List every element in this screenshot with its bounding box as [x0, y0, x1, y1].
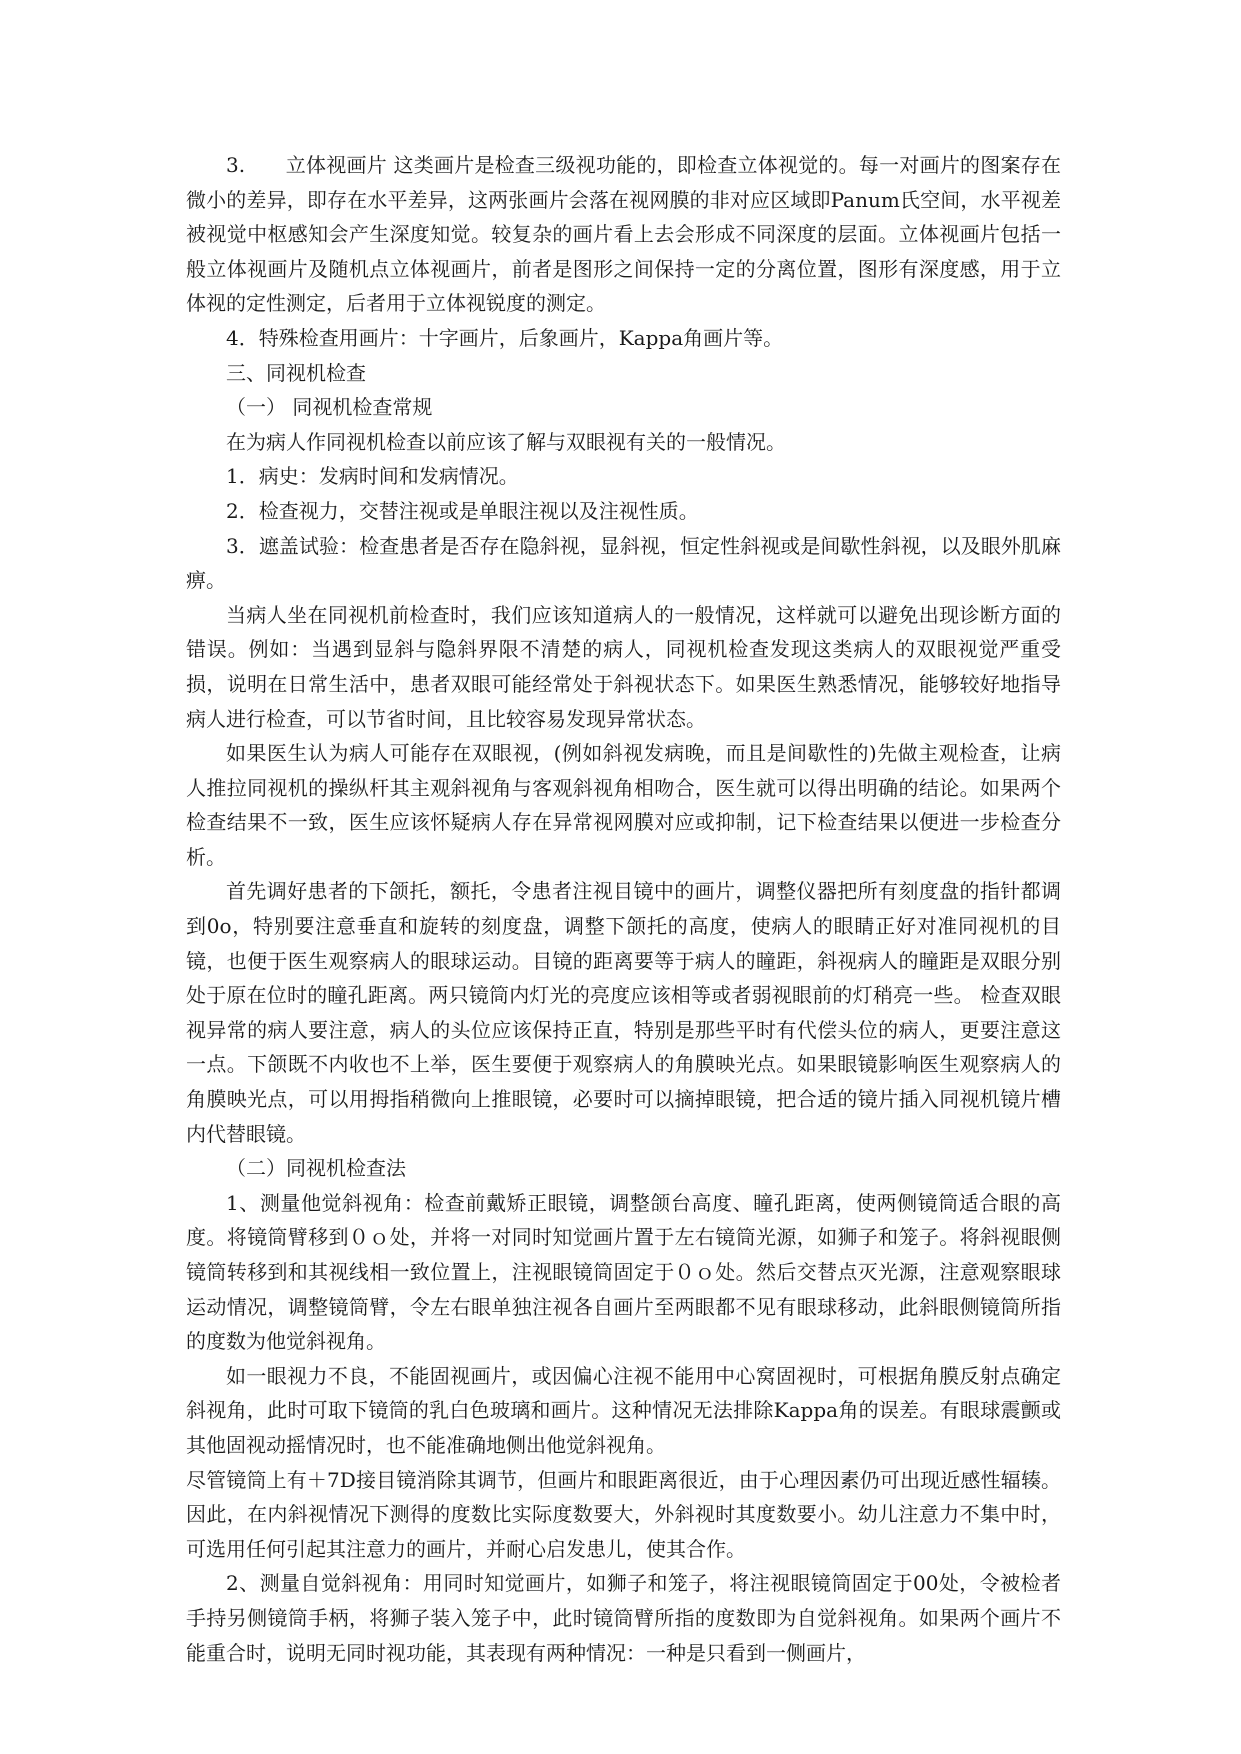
- paragraph-adjust-instrument: 首先调好患者的下颌托，额托，令患者注视目镜中的画片，调整仪器把所有刻度盘的指针都调到0o，特别要注意垂直和旋转的刻度盘，调整下颌托的高度，使病人的眼睛正好对准同视机的目镜，也便于医生观察病人的眼球运动。目镜的距离要等于病人的瞳距，斜视病人的瞳距是双眼分别处于原在位时的瞳孔距离。两只镜筒内灯光的亮度应该相等或者弱视眼前的灯稍亮一些。 检查双眼视异常的病人要注意，病人的头位应该保持正直，特别是那些平时有代偿头位的病人，更要注意这一点。下颌既不内收也不上举，医生要便于观察病人的角膜映光点。如果眼镜影响医生观察病人的角膜映光点，可以用拇指稍微向上推眼镜，必要时可以摘掉眼镜，把合适的镜片插入同视机镜片槽内代替眼镜。: [186, 879, 1061, 1146]
- paragraph-accommodation: 尽管镜筒上有＋7D接目镜消除其调节，但画片和眼距离很近，由于心理因素仍可出现近感性辐辏。因此，在内斜视情况下测得的度数比实际度数要大，外斜视时其度数要小。幼儿注意力不集中时，可选用任何引起其注意力的画片，并耐心启发患儿，使其合作。: [186, 1467, 1061, 1561]
- paragraph-special-pictures: 4．特殊检查用画片：十字画片，后象画片，Kappa角画片等。: [226, 325, 784, 350]
- paragraph-stereo-pictures: 3. 立体视画片 这类画片是检查三级视功能的，即检查立体视觉的。每一对画片的图案存在微小的差异，即存在水平差异，这两张画片会落在视网膜的非对应区域即Panum氏空间，水平视差被视觉中枢感知会产生深度知觉。较复杂的画片看上去会形成不同深度的层面。立体视画片包括一般立体视画片及随机点立体视画片，前者是图形之间保持一定的分离位置，图形有深度感，用于立体视的定性测定，后者用于立体视锐度的测定。: [186, 153, 1061, 316]
- section-heading-synoptophore: 三、同视机检查: [226, 360, 366, 385]
- paragraph-patient-seated: 当病人坐在同视机前检查时，我们应该知道病人的一般情况，这样就可以避免出现诊断方面的错误。例如：当遇到显斜与隐斜界限不清楚的病人，同视机检查发现这类病人的双眼视觉严重受损，说明在日常生活中，患者双眼可能经常处于斜视状态下。如果医生熟悉情况，能够较好地指导病人进行检查，可以节省时间，且比较容易发现异常状态。: [186, 602, 1061, 731]
- paragraph-subjective-angle: 2、测量自觉斜视角：用同时知觉画片，如狮子和笼子，将注视眼镜筒固定于00处，令被检者手持另侧镜筒手柄，将狮子装入笼子中，此时镜筒臂所指的度数即为自觉斜视角。如果两个画片不能重合时，说明无同时视功能，其表现有两种情况：一种是只看到一侧画片，: [186, 1571, 1061, 1665]
- list-item-cover-test: 3．遮盖试验：检查患者是否存在隐斜视，显斜视，恒定性斜视或是间歇性斜视，以及眼外肌麻痹。: [186, 533, 1061, 593]
- paragraph-subjective-check: 如果医生认为病人可能存在双眼视，(例如斜视发病晚，而且是间歇性的)先做主观检查，让病人推拉同视机的操纵杆其主观斜视角与客观斜视角相吻合，医生就可以得出明确的结论。如果两个检查结果不一致，医生应该怀疑病人存在异常视网膜对应或抑制，记下检查结果以便进一步检查分析。: [186, 741, 1061, 869]
- list-item-vision: 2．检查视力，交替注视或是单眼注视以及注视性质。: [226, 498, 699, 523]
- paragraph-poor-vision: 如一眼视力不良，不能固视画片，或因偏心注视不能用中心窝固视时，可根据角膜反射点确定斜视角，此时可取下镜筒的乳白色玻璃和画片。这种情况无法排除Kappa角的误差。有眼球震颤或其他固视动摇情况时，也不能准确地侧出他觉斜视角。: [186, 1363, 1061, 1457]
- subsection-heading-routine: （一） 同视机检查常规: [226, 395, 433, 420]
- paragraph-objective-angle: 1、测量他觉斜视角：检查前戴矫正眼镜，调整颌台高度、瞳孔距离，使两侧镜筒适合眼的高度。将镜筒臂移到０ｏ处，并将一对同时知觉画片置于左右镜筒光源，如狮子和笼子。将斜视眼侧镜筒转移到和其视线相一致位置上，注视眼镜筒固定于０ｏ处。然后交替点灭光源，注意观察眼球运动情况，调整镜筒臂，令左右眼单独注视各自画片至两眼都不见有眼球移动，此斜眼侧镜筒所指的度数为他觉斜视角。: [186, 1190, 1061, 1354]
- paragraph-general-info: 在为病人作同视机检查以前应该了解与双眼视有关的一般情况。: [226, 429, 786, 454]
- list-item-history: 1．病史：发病时间和发病情况。: [226, 464, 519, 489]
- subsection-heading-method: （二）同视机检查法: [226, 1156, 406, 1181]
- document-page: [186, 148, 1061, 1670]
